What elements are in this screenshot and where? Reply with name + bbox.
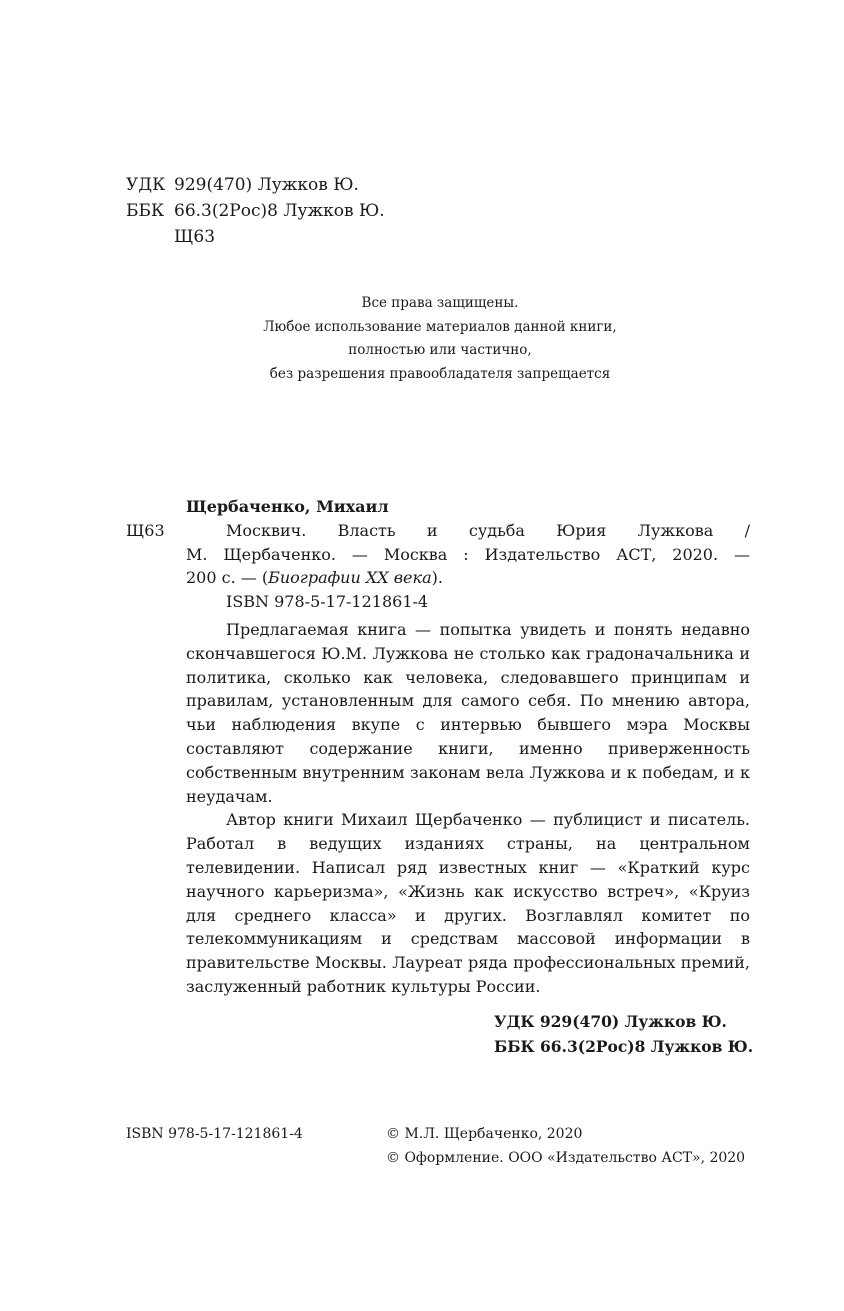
- udk-line: [126, 172, 359, 198]
- card-isbn: ISBN 978-5-17-121861-4: [226, 592, 429, 612]
- card-extent-suffix: ).: [431, 568, 443, 588]
- footer-isbn: ISBN 978-5-17-121861-4: [126, 1126, 303, 1142]
- rights-line: Любое использование материалов данной книги,: [263, 318, 617, 335]
- udk-bold: УДК 929(470) Лужков Ю.: [494, 1012, 727, 1031]
- copyright-design: © Оформление. ООО «Издательство АСТ», 2020: [386, 1150, 746, 1166]
- catalog-card: [186, 495, 750, 999]
- bbk-line: [126, 198, 385, 224]
- rights-line: Все права защищены.: [361, 295, 519, 311]
- card-imprint: М. Щербаченко. — Москва : Издательство АСТ, 2020. —: [186, 544, 750, 564]
- rights-notice: [150, 292, 730, 386]
- bbk-label: ББК: [126, 201, 165, 221]
- card-title: Москвич. Власть и судьба Юрия Лужкова /: [226, 520, 750, 540]
- rights-line: полностью или частично,: [348, 342, 532, 358]
- udk-label: УДК: [126, 175, 166, 195]
- annotation-paragraph: Предлагаемая книга — попытка увидеть и понять недавно скончавшегося Ю.М. Лужкова не столько как градоначальника и политика, сколько как человека, следовавшего принципам и правилам, установленным для самого себя. По мнению автора, чьи наблюдения вкупе с интервью бывшего мэра Москвы составляют содержание книги, именно приверженность собственным внутренним законам вела Лужкова и к победам, и к неудачам.: [186, 619, 750, 806]
- card-code: Щ63: [126, 521, 165, 540]
- copyright-author: © М.Л. Щербаченко, 2020: [386, 1126, 583, 1142]
- card-extent: [186, 566, 750, 590]
- udk-value: 929(470) Лужков Ю.: [174, 175, 359, 195]
- card-series: Биографии XX века: [268, 568, 432, 588]
- rights-line: без разрешения правообладателя запрещается: [269, 365, 611, 382]
- author-bio-paragraph: Автор книги Михаил Щербаченко — публицист и писатель. Работал в ведущих изданиях страны, на центральном телевидении. Написал ряд известных книг — «Краткий курс научного карьеризма», «Жизнь как искусство встреч», «Круиз для среднего класса» и других. Возглавлял комитет по телекоммуникациям и средствам массовой информации в правительстве Москвы. Лауреат ряда профессиональных премий, заслуженный работник культуры России.: [186, 810, 750, 996]
- card-author: Щербаченко, Михаил: [186, 497, 389, 516]
- bbk-value: 66.3(2Рос)8 Лужков Ю.: [174, 201, 385, 221]
- author-mark: Щ63: [174, 227, 216, 247]
- bbk-bold: ББК 66.3(2Рос)8 Лужков Ю.: [494, 1037, 754, 1056]
- card-extent-prefix: 200 с. — (: [186, 568, 269, 588]
